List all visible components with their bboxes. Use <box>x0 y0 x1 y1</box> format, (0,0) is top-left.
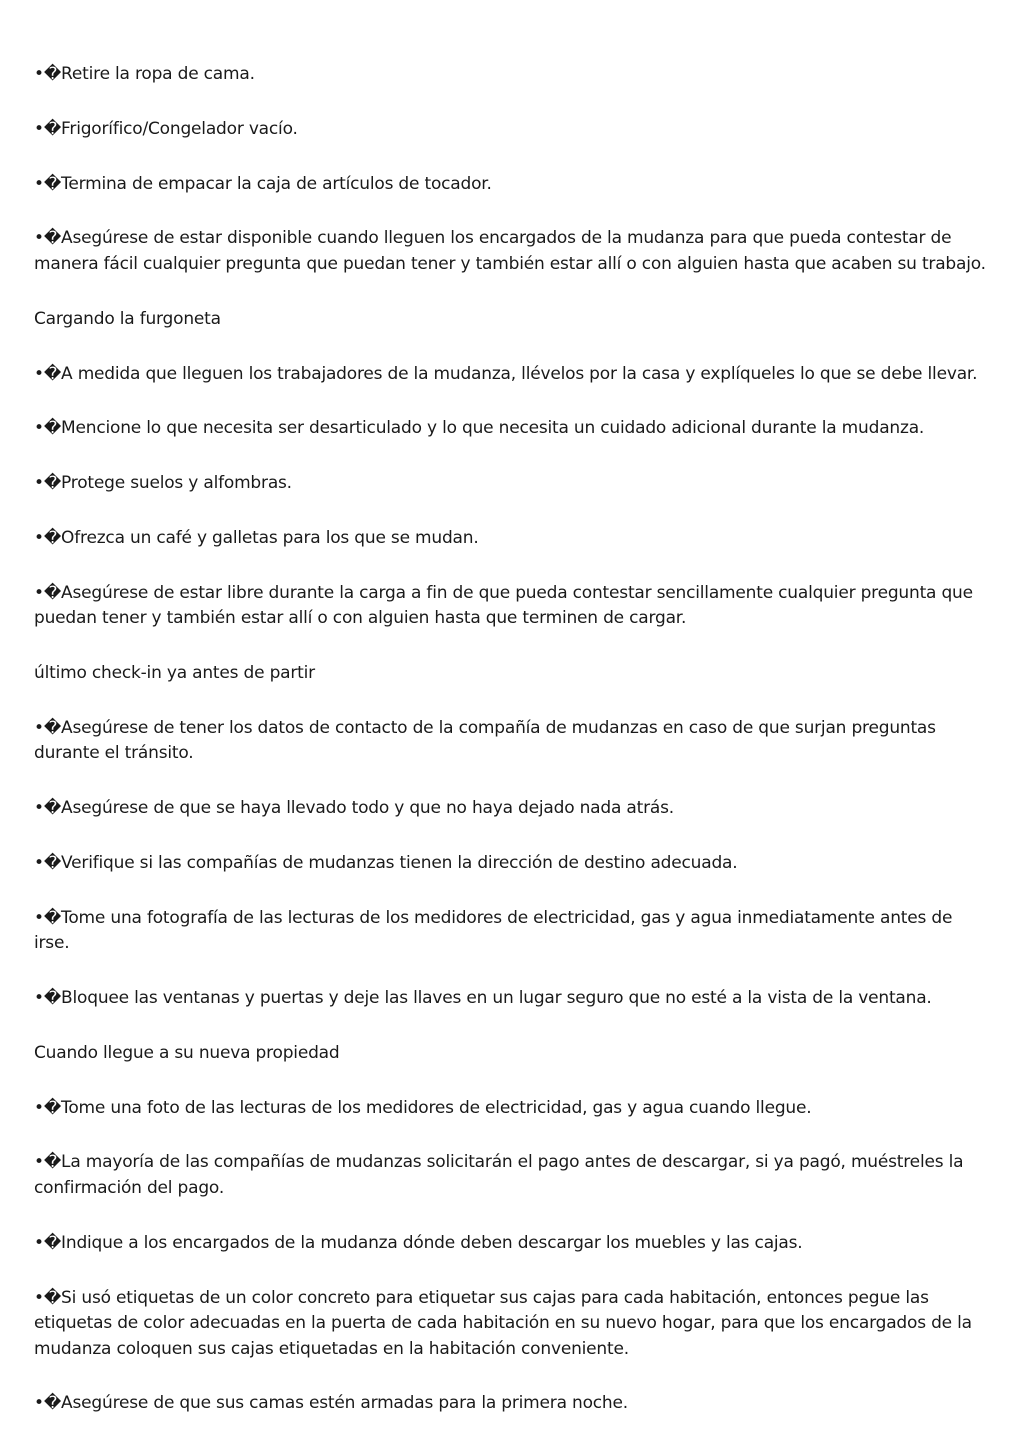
section-heading: último check-in ya antes de partir <box>34 663 315 683</box>
paragraph: •�Termina de empacar la caja de artículos de tocador. <box>34 173 492 194</box>
section-heading: Cargando la furgoneta <box>34 308 221 329</box>
paragraph: •�Verifique si las compañías de mudanzas tienen la dirección de destino adecuada. <box>34 852 738 873</box>
paragraph: •�La mayoría de las compañías de mudanzas solicitarán el pago antes de descargar, si ya pagó, muéstreles la confirmación del pago. <box>34 1152 964 1198</box>
paragraph: •�Asegúrese de que se haya llevado todo y que no haya dejado nada atrás. <box>34 798 674 819</box>
paragraph: •�Si usó etiquetas de un color concreto para etiquetar sus cajas para cada habitación, entonces pegue las etiquetas de color adecuadas en la puerta de cada habitación en su nuevo hogar, para que los encargados de la mudanza coloquen sus cajas etiquetadas en la habitación conveniente. <box>34 1287 972 1359</box>
paragraph: •�Ofrezca un café y galletas para los que se mudan. <box>34 527 479 548</box>
paragraph: •�A medida que lleguen los trabajadores de la mudanza, llévelos por la casa y explíqueles lo que se debe llevar. <box>34 363 978 384</box>
paragraph: •�Asegúrese de estar libre durante la carga a fin de que pueda contestar sencillamente cualquier pregunta que puedan tener y también estar allí o con alguien hasta que terminen de cargar. <box>34 582 973 629</box>
paragraph: •�Tome una foto de las lecturas de los medidores de electricidad, gas y agua cuando llegue. <box>34 1097 812 1118</box>
paragraph: •�Asegúrese de estar disponible cuando lleguen los encargados de la mudanza para que pueda contestar de manera fácil cualquier pregunta que puedan tener y también estar allí o con alguien hasta que acaben su trabajo. <box>34 228 986 274</box>
paragraph: •�Asegúrese de que sus camas estén armadas para la primera noche. <box>34 1393 628 1414</box>
paragraph: •�Retire la ropa de cama. <box>34 64 255 84</box>
paragraph: •�Frigorífico/Congelador vacío. <box>34 118 298 139</box>
paragraph: •�Indique a los encargados de la mudanza dónde deben descargar los muebles y las cajas. <box>34 1232 803 1253</box>
section-heading: Cuando llegue a su nueva propiedad <box>34 1042 340 1063</box>
paragraph: •�Asegúrese de tener los datos de contacto de la compañía de mudanzas en caso de que surjan preguntas durante el tránsito. <box>34 717 936 764</box>
paragraph: •�Tome una fotografía de las lecturas de los medidores de electricidad, gas y agua inmediatamente antes de irse. <box>34 907 953 954</box>
paragraph: •�Bloquee las ventanas y puertas y deje las llaves en un lugar seguro que no esté a la vista de la ventana. <box>34 988 932 1008</box>
paragraph: •�Protege suelos y alfombras. <box>34 473 292 494</box>
paragraph: •�Mencione lo que necesita ser desarticulado y lo que necesita un cuidado adicional durante la mudanza. <box>34 418 925 439</box>
